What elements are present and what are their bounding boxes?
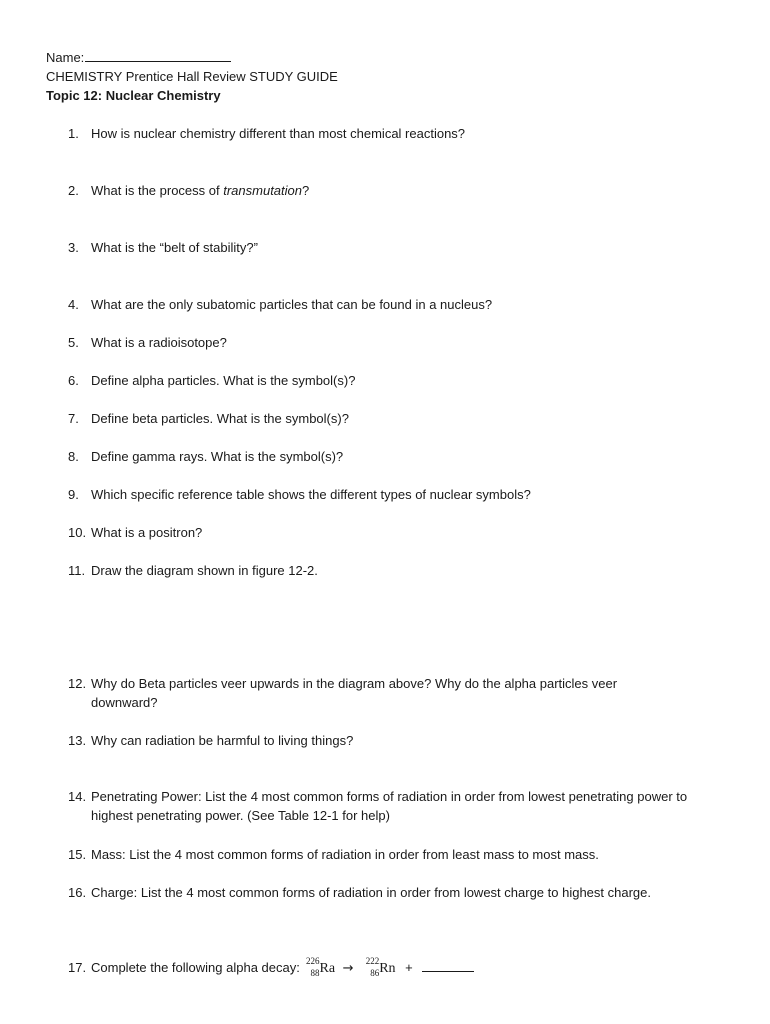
question-number: 4. xyxy=(68,297,79,312)
plus-sign: + xyxy=(405,960,413,975)
question-8 xyxy=(68,447,738,466)
question-number: 12. xyxy=(68,676,87,691)
question-14 xyxy=(68,787,738,825)
reactant-mass-number: 226 xyxy=(305,956,320,966)
question-2 xyxy=(68,181,738,200)
term-italic: transmutation xyxy=(223,183,302,198)
name-line xyxy=(46,49,231,66)
question-3 xyxy=(68,238,738,257)
question-6 xyxy=(68,371,738,390)
question-1 xyxy=(68,124,738,143)
question-text: Define gamma rays. What is the symbol(s)? xyxy=(91,449,344,464)
reactant-symbol: Ra xyxy=(319,961,336,976)
topic-title: Topic 12: Nuclear Chemistry xyxy=(46,88,221,103)
question-11 xyxy=(68,561,738,580)
question-number: 11. xyxy=(68,563,86,578)
question-text: Define alpha particles. What is the symbol(s)? xyxy=(91,373,356,388)
question-number: 1. xyxy=(68,126,79,141)
reactant-atomic-number: 88 xyxy=(310,968,320,978)
question-5 xyxy=(68,333,738,352)
question-text: How is nuclear chemistry different than most chemical reactions? xyxy=(91,126,466,141)
question-number: 5. xyxy=(68,335,79,350)
question-text: What is a positron? xyxy=(91,525,203,540)
question-text: What is the process of transmutation? xyxy=(91,183,310,198)
answer-blank[interactable] xyxy=(422,959,474,972)
product-symbol: Rn xyxy=(379,961,396,976)
question-number: 3. xyxy=(68,240,79,255)
question-number: 17. xyxy=(68,960,87,975)
question-16 xyxy=(68,883,738,902)
question-number: 10. xyxy=(68,525,87,540)
question-text: Draw the diagram shown in figure 12-2. xyxy=(91,563,318,578)
question-number: 9. xyxy=(68,487,79,502)
question-number: 16. xyxy=(68,885,87,900)
question-text: Which specific reference table shows the different types of nuclear symbols? xyxy=(91,487,531,502)
question-number: 6. xyxy=(68,373,79,388)
question-12 xyxy=(68,674,738,712)
question-text: Penetrating Power: List the 4 most common forms of radiation in order from lowest penetrating power to highest penetrating power. (See Table 12-1 for help) xyxy=(91,789,688,823)
question-13 xyxy=(68,731,738,750)
reactant-nuclide-numbers xyxy=(303,956,320,978)
question-text: Complete the following alpha decay: 226 88 Ra → 222 86 Rn + xyxy=(91,958,738,978)
question-text: Why do Beta particles veer upwards in the diagram above? Why do the alpha particles veer downward? xyxy=(91,676,618,710)
course-title: CHEMISTRY Prentice Hall Review STUDY GUIDE xyxy=(46,69,338,84)
arrow-icon: → xyxy=(342,961,354,976)
question-text: Mass: List the 4 most common forms of radiation in order from least mass to most mass. xyxy=(91,847,599,862)
question-number: 2. xyxy=(68,183,79,198)
question-text: What is a radioisotope? xyxy=(91,335,227,350)
question-text: Charge: List the 4 most common forms of radiation in order from lowest charge to highest charge. xyxy=(91,885,651,900)
question-7 xyxy=(68,409,738,428)
question-4 xyxy=(68,295,738,314)
product-atomic-number: 86 xyxy=(370,968,380,978)
name-blank[interactable] xyxy=(85,49,231,62)
question-number: 15. xyxy=(68,847,87,862)
question-number: 7. xyxy=(68,411,79,426)
question-text: Why can radiation be harmful to living things? xyxy=(91,733,354,748)
question-text: What are the only subatomic particles that can be found in a nucleus? xyxy=(91,297,493,312)
question-text: Define beta particles. What is the symbol(s)? xyxy=(91,411,349,426)
question-number: 14. xyxy=(68,789,87,804)
product-mass-number: 222 xyxy=(365,956,380,966)
question-17 xyxy=(68,958,738,978)
question-9 xyxy=(68,485,738,504)
question-number: 13. xyxy=(68,733,87,748)
question-10 xyxy=(68,523,738,542)
question-number: 8. xyxy=(68,449,79,464)
product-nuclide-numbers xyxy=(363,956,380,978)
question-text: What is the “belt of stability?” xyxy=(91,240,258,255)
question-15 xyxy=(68,845,738,864)
name-label: Name: xyxy=(46,50,85,65)
